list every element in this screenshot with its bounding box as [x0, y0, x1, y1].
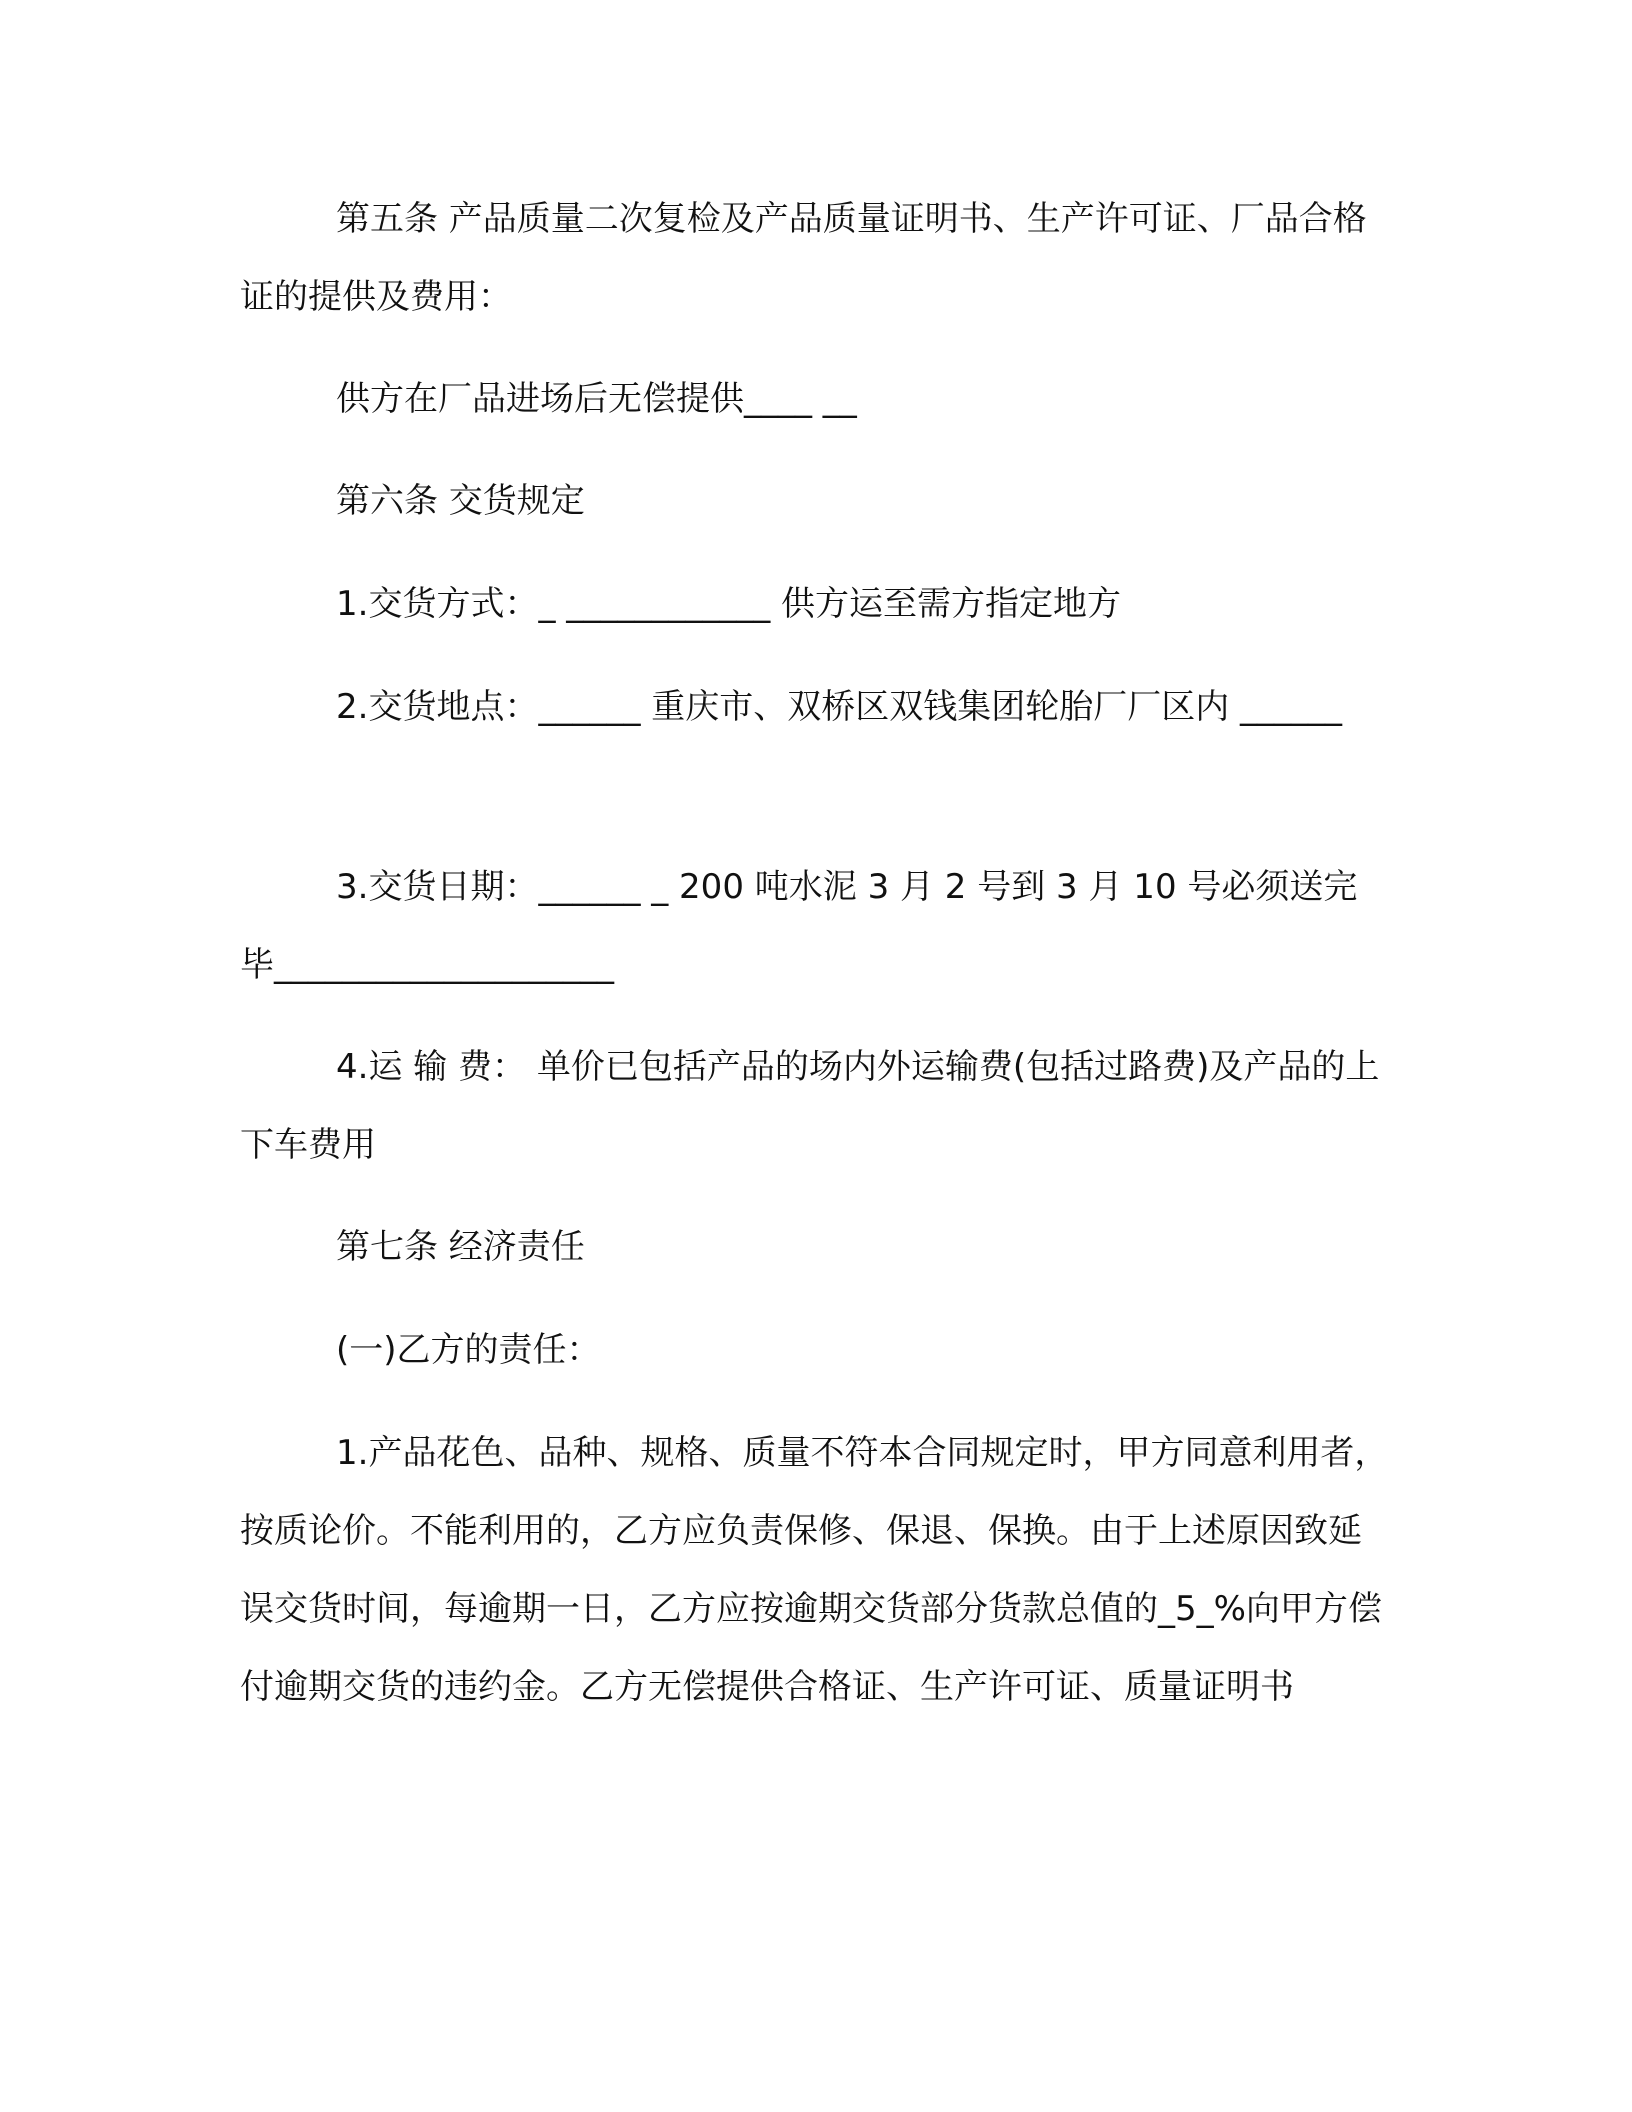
delivery-method: 1.交货方式：_ ____________ 供方运至需方指定地方 — [336, 584, 1122, 624]
article-5-provision: 供方在厂品进场后无偿提供____ __ — [336, 379, 857, 419]
article-7-heading: 第七条 经济责任 — [336, 1227, 585, 1267]
delivery-location: 2.交货地点：______ 重庆市、双桥区双钱集团轮胎厂厂区内 ______ — [336, 687, 1343, 727]
article-5-heading: 第五条 产品质量二次复检及产品质量证明书、生产许可证、厂品合格证的提供及费用： — [240, 199, 1367, 317]
article-6-heading: 第六条 交货规定 — [336, 481, 585, 521]
delivery-date: 3.交货日期：______ _ 200 吨水泥 3 月 2 号到 3 月 10 号必须送完毕____________________ — [240, 867, 1358, 985]
party-b-responsibility-heading: (一)乙方的责任： — [336, 1330, 601, 1370]
party-b-responsibility-item-1: 1.产品花色、品种、规格、质量不符本合同规定时，甲方同意利用者，按质论价。不能利用的，乙方应负责保修、保退、保换。由于上述原因致延误交货时间，每逾期一日，乙方应按逾期交货部分货款总值的_5_%向甲方偿付逾期交货的违约金。乙方无偿提供合格证、生产许可证、质量证明书 — [240, 1433, 1389, 1707]
transport-fee: 4.运 输 费： 单价已包括产品的场内外运输费(包括过路费)及产品的上下车费用 — [240, 1047, 1380, 1165]
